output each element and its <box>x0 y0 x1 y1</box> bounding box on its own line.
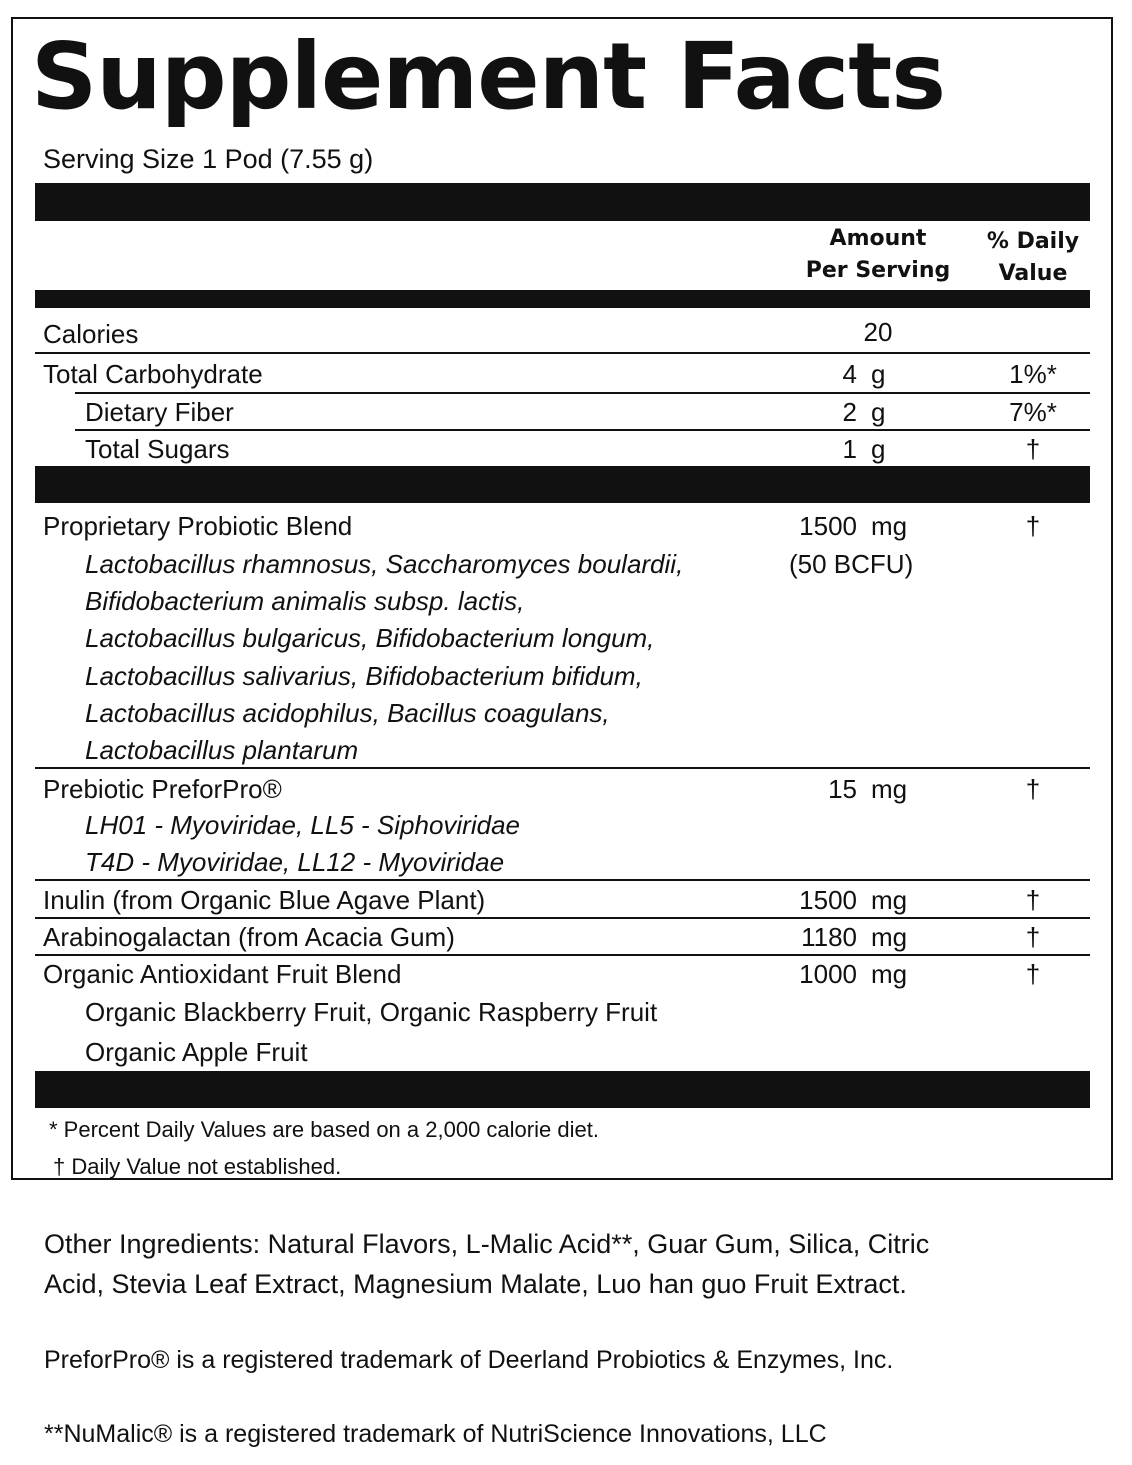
row-divider <box>35 767 1090 769</box>
prebiotic-unit: mg <box>871 774 908 804</box>
nutrient-name: Dietary Fiber <box>85 397 234 427</box>
row-divider <box>35 954 1090 956</box>
strain-line: Lactobacillus salivarius, Bifidobacterium bifidum, <box>85 661 643 691</box>
probiotic-dv: † <box>1025 511 1041 541</box>
nutrient-qty: 4 <box>842 359 857 389</box>
row-divider <box>75 392 1090 394</box>
footnote-dagger: † Daily Value not established. <box>53 1154 342 1179</box>
nutrient-name: Total Sugars <box>85 434 230 464</box>
prebiotic-name: Prebiotic PreforPro® <box>43 774 282 804</box>
arabinogalactan-name: Arabinogalactan (from Acacia Gum) <box>43 922 455 952</box>
probiotic-qty: 1500 <box>799 511 857 541</box>
strain-line: Lactobacillus bulgaricus, Bifidobacterium longum, <box>85 623 655 653</box>
daily-value-header: % Daily Value <box>986 229 1080 286</box>
row-divider <box>75 429 1090 431</box>
fruit-blend-dv: † <box>1025 959 1041 989</box>
inulin-qty: 1500 <box>799 885 857 915</box>
supplement-facts-panel <box>11 17 1113 1180</box>
fruit-blend-qty: 1000 <box>799 959 857 989</box>
row-divider <box>35 352 1090 354</box>
inulin-unit: mg <box>871 885 908 915</box>
arabinogalactan-unit: mg <box>871 922 908 952</box>
probiotic-cfu: (50 BCFU) <box>789 549 914 579</box>
nutrient-dv: 1%* <box>1009 359 1057 389</box>
inulin-dv: † <box>1025 885 1041 915</box>
nutrient-name: Total Carbohydrate <box>43 359 263 389</box>
nutrient-unit: g <box>871 434 886 464</box>
nutrient-qty: 2 <box>842 397 857 427</box>
calories-label: Calories <box>43 319 139 349</box>
calories-amount: 20 <box>863 317 893 347</box>
fruit-blend-name: Organic Antioxidant Fruit Blend <box>43 959 402 989</box>
amount-per-serving-header: Amount Per Serving <box>805 226 951 283</box>
nutrient-unit: g <box>871 359 886 389</box>
other-ingredients-line: Other Ingredients: Natural Flavors, L-Malic Acid**, Guar Gum, Silica, Citric <box>44 1229 930 1259</box>
fruit-line: Organic Apple Fruit <box>85 1037 308 1067</box>
fruit-blend-unit: mg <box>871 959 908 989</box>
probiotic-blend-name: Proprietary Probiotic Blend <box>43 511 353 541</box>
arabinogalactan-dv: † <box>1025 922 1041 952</box>
header-divider <box>35 290 1090 308</box>
label-title: Supplement Facts <box>31 23 945 130</box>
probiotic-unit: mg <box>871 511 908 541</box>
nutrient-qty: 1 <box>842 434 857 464</box>
nutrient-unit: g <box>871 397 886 427</box>
thick-divider <box>35 466 1090 503</box>
thick-divider <box>35 183 1090 221</box>
row-divider <box>35 879 1090 881</box>
phage-line: LH01 - Myoviridae, LL5 - Siphoviridae <box>85 810 520 840</box>
strain-line: Lactobacillus plantarum <box>85 735 359 765</box>
other-ingredients-line: Acid, Stevia Leaf Extract, Magnesium Malate, Luo han guo Fruit Extract. <box>44 1269 907 1299</box>
trademark-preforpro: PreforPro® is a registered trademark of Deerland Probiotics & Enzymes, Inc. <box>44 1346 894 1374</box>
row-divider <box>35 917 1090 919</box>
nutrient-dv: † <box>1025 434 1041 464</box>
nutrient-dv: 7%* <box>1009 397 1057 427</box>
thick-divider <box>35 1071 1090 1108</box>
phage-line: T4D - Myoviridae, LL12 - Myoviridae <box>85 847 505 877</box>
strain-line: Lactobacillus acidophilus, Bacillus coagulans, <box>85 698 610 728</box>
arabinogalactan-qty: 1180 <box>801 922 857 952</box>
inulin-name: Inulin (from Organic Blue Agave Plant) <box>43 885 486 915</box>
prebiotic-dv: † <box>1025 774 1041 804</box>
footnote-dv: * Percent Daily Values are based on a 2,000 calorie diet. <box>49 1117 599 1142</box>
strain-line: Lactobacillus rhamnosus, Saccharomyces boulardii, <box>85 549 684 579</box>
trademark-numalic: **NuMalic® is a registered trademark of NutriScience Innovations, LLC <box>44 1420 827 1448</box>
fruit-line: Organic Blackberry Fruit, Organic Raspberry Fruit <box>85 997 658 1027</box>
serving-size: Serving Size 1 Pod (7.55 g) <box>43 144 374 174</box>
strain-line: Bifidobacterium animalis subsp. lactis, <box>85 586 525 616</box>
prebiotic-qty: 15 <box>828 774 857 804</box>
